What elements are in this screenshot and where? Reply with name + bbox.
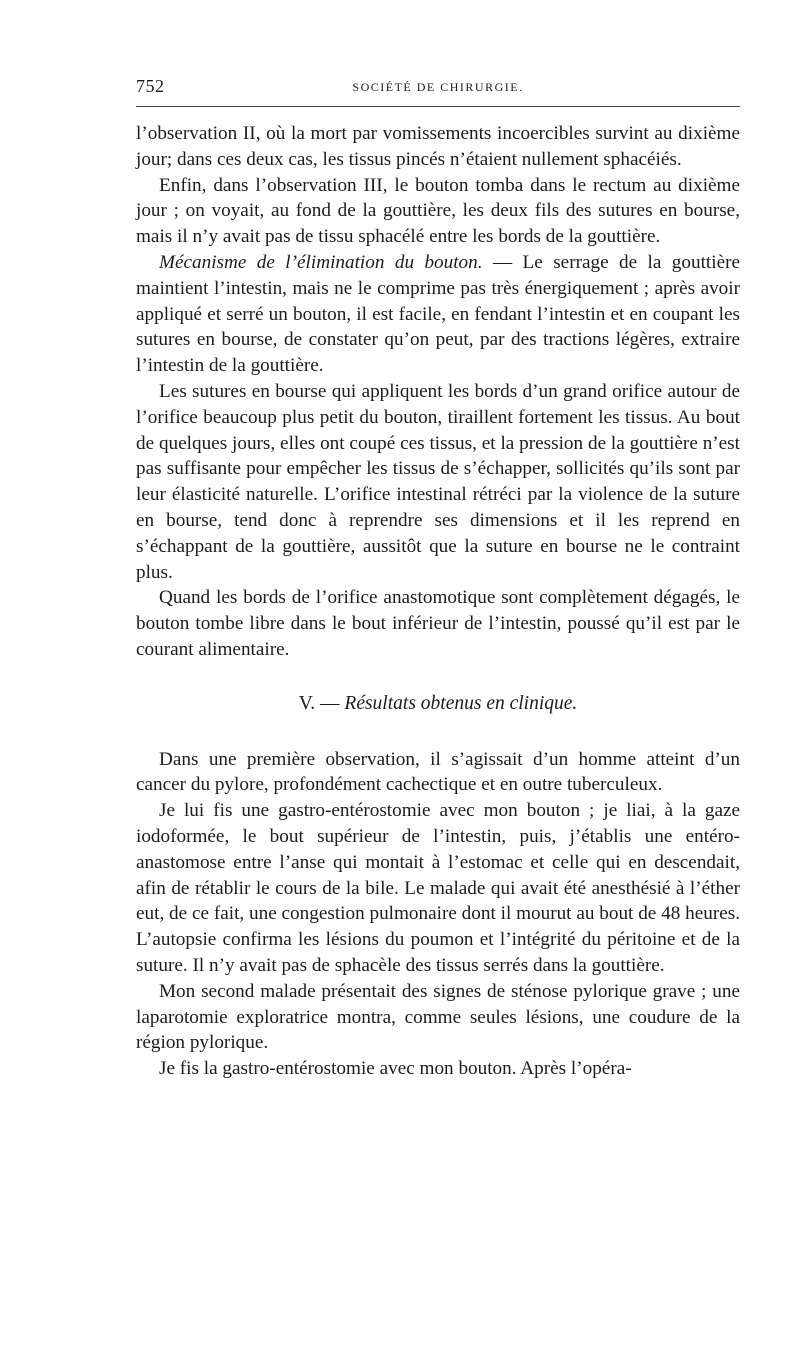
page-body: [136, 121, 740, 1082]
header-rule: [136, 106, 740, 107]
section-heading: [136, 691, 740, 717]
section-numeral: V. —: [298, 692, 345, 714]
running-head: [136, 72, 740, 98]
mecanisme-italic-lead: Mécanisme de l’élimination du bouton.: [159, 251, 483, 273]
book-page: [136, 72, 740, 1082]
mecanisme-text: — Le serrage de la gouttière maintient l’intestin, mais ne le comprime pas très énergiquement ; après avoir appliqué et serré un bouton, il est facile, en fendant l’intestin et en coupant les sutures en bourse, de constater qu’on peut, par des tractions légères, extraire l’intestin de la gouttière.: [136, 251, 740, 377]
paragraph-sutures: Les sutures en bourse qui appliquent les bords d’un grand orifice autour de l’orifice beaucoup plus petit du bouton, tiraillent fortement les tissus. Au bout de quelques jours, elles ont coupé ces tissus, et la pression de la gouttière n’est pas suffisante pour empêcher les tissus de s’échapper, sollicités qu’ils sont par leur élasticité naturelle. L’orifice intestinal rétréci par la violence de la suture en bourse, tend donc à reprendre ses dimensions et il les reprend en s’échappant de la gouttière, aussitôt que la suture en bourse ne le contraint plus.: [136, 380, 740, 583]
running-title: SOCIÉTÉ DE CHIRURGIE.: [352, 80, 524, 94]
page-number: 752: [136, 76, 165, 96]
paragraph-premiere-observation: Dans une première observation, il s’agissait d’un homme atteint d’un cancer du pylore, profondément cachectique et en outre tuberculeux.: [136, 748, 740, 796]
paragraph-gastro-enterostomie: Je lui fis une gastro-entérostomie avec mon bouton ; je liai, à la gaze iodoformée, le bout supérieur de l’intestin, puis, j’établis une entéro-anastomose entre l’anse qui montait à l’estomac et celle qui en descendait, afin de rétablir le cours de la bile. Le malade qui avait été anesthésié à l’éther eut, de ce fait, une congestion pulmonaire dont il mourut au bout de 48 heures. L’autopsie confirma les lésions du poumon et l’intégrité du péritoine et de la suture. Il n’y avait pas de sphacèle des tissus serrés dans la gouttière.: [136, 800, 740, 976]
paragraph-orifice: Quand les bords de l’orifice anastomotique sont complètement dégagés, le bouton tombe libre dans le bout inférieur de l’intestin, poussé qu’il est par le courant alimentaire.: [136, 587, 740, 660]
paragraph-observation-iii: Enfin, dans l’observation III, le bouton tomba dans le rectum au dixième jour ; on voyait, au fond de la gouttière, les deux fils des sutures en bourse, mais il n’y avait pas de tissu sphacélé entre les bords de la gouttière.: [136, 174, 740, 248]
paragraph-second-malade: Mon second malade présentait des signes de sténose pylorique grave ; une laparotomie exploratrice montra, comme seules lésions, une coudure de la région pylorique.: [136, 980, 740, 1054]
section-title: Résultats obtenus en clinique.: [344, 692, 578, 714]
paragraph-mecanisme: [136, 250, 740, 379]
paragraph-continuation: l’observation II, où la mort par vomissements incoercibles survint au dixième jour; dans ces deux cas, les tissus pincés n’étaient nullement sphacéiés.: [136, 123, 740, 170]
paragraph-final: Je fis la gastro-entérostomie avec mon bouton. Après l’opéra-: [159, 1058, 632, 1080]
